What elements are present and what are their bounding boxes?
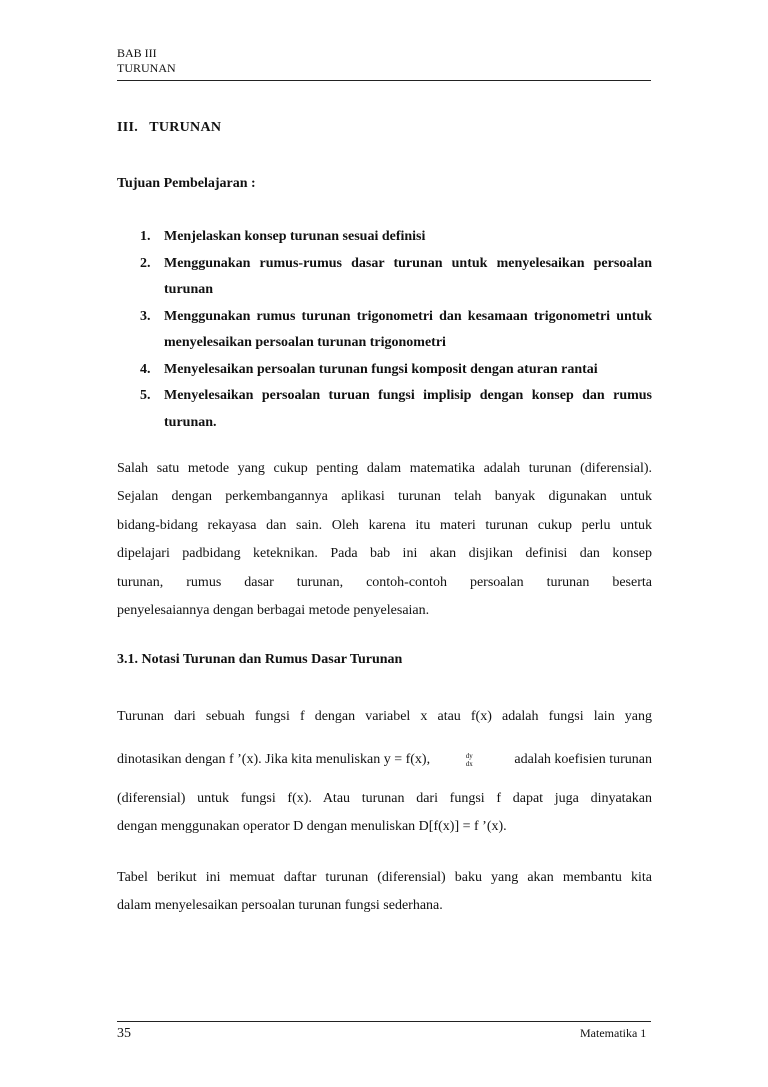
paragraph-line [117,746,652,774]
objective-item [140,251,652,304]
objective-number: 4. [140,361,151,377]
paragraph-line: dengan menggunakan operator D dengan menuliskan D[f(x)] = f ’(x). [117,819,507,835]
objective-text: Menjelaskan konsep turunan sesuai definisi [164,229,426,244]
objective-item [140,304,652,357]
dy-dx-fraction [466,752,473,768]
page-number: 35 [117,1026,131,1041]
paragraph-line: dipelajari padbidang keteknikan. Pada bab ini akan disjikan definisi dan konsep [117,546,652,562]
paragraph-line: (diferensial) untuk fungsi f(x). Atau turunan dari fungsi f dapat juga dinyatakan [117,791,652,806]
objective-item [140,357,652,384]
objective-number: 3. [140,308,151,324]
section-paragraph-2 [117,864,652,921]
section-paragraph-1 [117,703,652,731]
chapter-title: III. TURUNAN [117,120,222,135]
section-heading: 3.1. Notasi Turunan dan Rumus Dasar Turunan [117,652,403,667]
objective-number: 1. [140,229,151,244]
notation-text-after: adalah koefisien turunan [514,752,652,767]
paragraph-line: dalam menyelesaikan persoalan turunan fungsi sederhana. [117,898,443,914]
intro-paragraph [117,455,652,625]
fraction-denominator: dx [465,760,473,769]
notation-line [117,746,652,774]
section-paragraph-1-cont [117,785,652,842]
objective-text: Menggunakan rumus-rumus dasar turunan untuk menyelesaikan persoalan turunan [164,255,652,297]
objective-text: Menyelesaikan persoalan turuan fungsi implisip dengan konsep dan rumus turunan. [164,388,652,430]
header-rule [117,80,651,81]
paragraph-line: turunan, rumus dasar turunan, contoh-contoh persoalan turunan beserta [117,574,652,590]
objectives-list [140,224,652,436]
paragraph-line: bidang-bidang rekayasa dan sain. Oleh karena itu materi turunan cukup perlu untuk [117,517,652,533]
paragraph-line: Tabel berikut ini memuat daftar turunan (diferensial) baku yang akan membantu kita [117,870,652,885]
objective-item [140,383,652,436]
paragraph-line: Sejalan dengan perkembangannya aplikasi turunan telah banyak digunakan untuk [117,489,652,505]
footer-rule [117,1021,651,1022]
objective-number: 2. [140,255,151,271]
header-topic: TURUNAN [117,61,176,75]
footer-book-title: Matematika 1 [580,1026,647,1040]
objective-number: 5. [140,388,151,403]
objective-text: Menyelesaikan persoalan turunan fungsi komposit dengan aturan rantai [164,361,598,377]
fraction-numerator: dy [465,752,473,761]
objective-text: Menggunakan rumus turunan trigonometri dan kesamaan trigonometri untuk menyelesaikan persoalan turunan trigonometri [164,308,652,350]
paragraph-line: Salah satu metode yang cukup penting dalam matematika adalah turunan (diferensial). [117,461,652,476]
objectives-heading: Tujuan Pembelajaran : [117,176,256,191]
paragraph-line: penyelesaiannya dengan berbagai metode penyelesaian. [117,602,430,618]
notation-text-before: dinotasikan dengan f ’(x). Jika kita menuliskan y = f(x), [117,752,431,767]
header-chapter: BAB III [117,46,157,60]
paragraph-line: Turunan dari sebuah fungsi f dengan variabel x atau f(x) adalah fungsi lain yang [117,709,652,724]
objective-item [140,224,652,251]
